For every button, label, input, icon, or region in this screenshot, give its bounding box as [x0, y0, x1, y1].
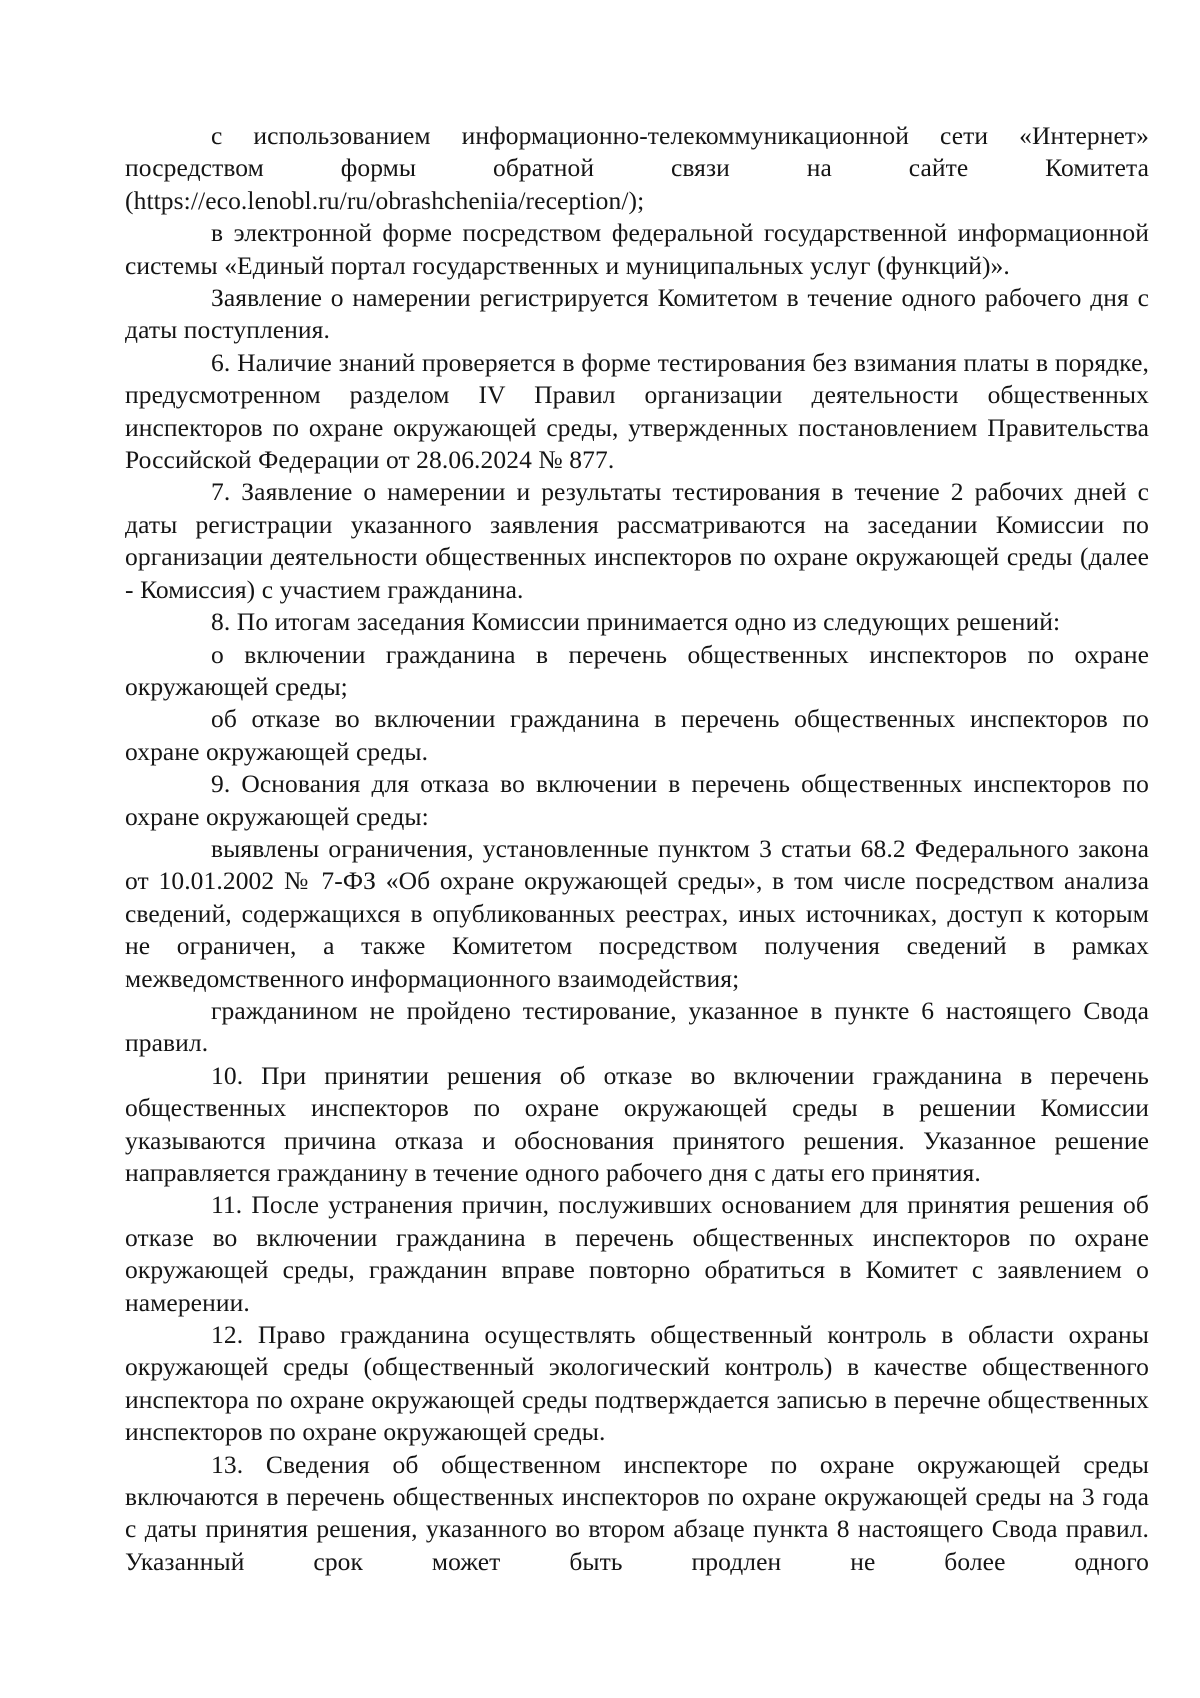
- paragraph-item-8: 8. По итогам заседания Комиссии принимается одно из следующих решений:: [211, 607, 1061, 637]
- paragraph-item-6: 6. Наличие знаний проверяется в форме тестирования без взимания платы в порядке, предусмотренном разделом IV Правил организации деятельности общественных инспекторов по охране окружающей среды, утвержденных постановлением Правительства Российской Федерации от 28.06.2024 № 877.: [125, 347, 1149, 475]
- paragraph-submission-internet: с использованием информационно-телекоммуникационной сети «Интернет» посредством формы обратной связи на сайте Комитета (https://eco.lenobl.ru/ru/obrashcheniia/reception/);: [125, 121, 1149, 215]
- paragraph-item-9-restrictions: выявлены ограничения, установленные пунктом 3 статьи 68.2 Федерального закона от 10.01.2002 № 7-ФЗ «Об охране окружающей среды», в том числе посредством анализа сведений, содержащихся в опубликованных реестрах, иных источниках, доступ к которым не ограничен, а также Комитетом посредством получения сведений в рамках межведомственного информационного взаимодействия;: [125, 833, 1149, 993]
- paragraph-submission-epgu: в электронной форме посредством федеральной государственной информационной системы «Единый портал государственных и муниципальных услуг (функций)».: [125, 218, 1149, 280]
- paragraph-item-9-testing: гражданином не пройдено тестирование, указанное в пункте 6 настоящего Свода правил.: [125, 995, 1149, 1058]
- paragraph-item-13: 13. Сведения об общественном инспекторе по охране окружающей среды включаются в перечень общественных инспекторов по охране окружающей среды на 3 года с даты принятия решения, указанного во втором абзаце пункта 8 настоящего Свода правил. Указанный срок может быть продлен не более одного: [125, 1449, 1149, 1576]
- paragraph-item-10: 10. При принятии решения об отказе во включении гражданина в перечень общественных инспекторов по охране окружающей среды в решении Комиссии указываются причина отказа и обоснования принятого решения. Указанное решение направляется гражданину в течение одного рабочего дня с даты его принятия.: [125, 1060, 1149, 1187]
- paragraph-registration: Заявление о намерении регистрируется Комитетом в течение одного рабочего дня с даты поступления.: [125, 283, 1149, 345]
- paragraph-item-7: 7. Заявление о намерении и результаты тестирования в течение 2 рабочих дней с даты регистрации указанного заявления рассматриваются на заседании Комиссии по организации деятельности общественных инспекторов по охране окружающей среды (далее - Комиссия) с участием гражданина.: [125, 477, 1149, 604]
- document-body: [125, 120, 1149, 1578]
- paragraph-item-9: 9. Основания для отказа во включении в перечень общественных инспекторов по охране окружающей среды:: [125, 769, 1149, 831]
- paragraph-item-11: 11. После устранения причин, послуживших основанием для принятия решения об отказе во включении гражданина в перечень общественных инспекторов по охране окружающей среды, гражданин вправе повторно обратиться в Комитет с заявлением о намерении.: [125, 1190, 1149, 1317]
- paragraph-item-8-refusal: об отказе во включении гражданина в перечень общественных инспекторов по охране окружающей среды.: [125, 704, 1149, 766]
- paragraph-item-8-inclusion: о включении гражданина в перечень общественных инспекторов по охране окружающей среды;: [125, 639, 1149, 701]
- paragraph-item-12: 12. Право гражданина осуществлять общественный контроль в области охраны окружающей среды (общественный экологический контроль) в качестве общественного инспектора по охране окружающей среды подтверждается записью в перечне общественных инспекторов по охране окружающей среды.: [125, 1320, 1149, 1447]
